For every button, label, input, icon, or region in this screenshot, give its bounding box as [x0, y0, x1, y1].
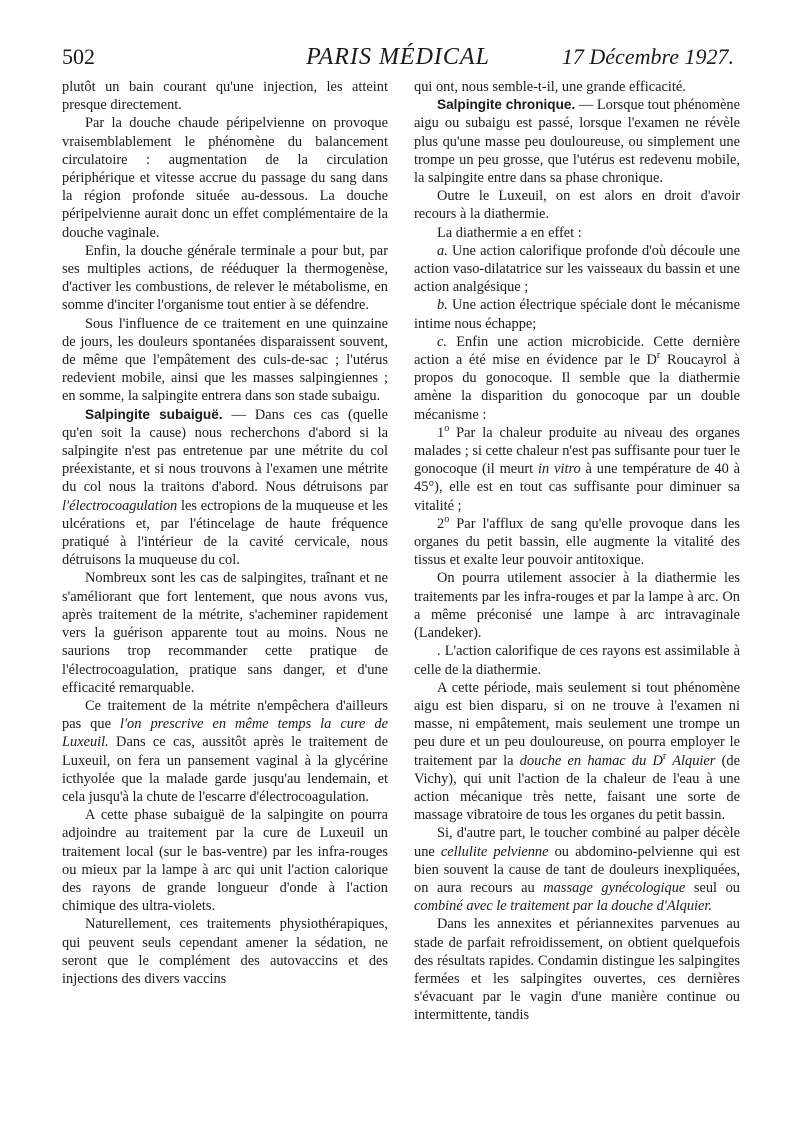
paragraph: Par la douche chaude péripelvienne on provoque vraisemblablement le phénomène du balancement circulatoire : augmentation de la circulation périphérique et vitesse accrue du passage du sang dans la région profonde située au-dessous. La douche péripelvienne aurait donc un effet complémentaire de la douche vaginale. [62, 115, 388, 241]
paragraph: Dans les annexites et périannexites parvenues au stade de parfait refroidissement, on obtient quelquefois des résultats rapides. Condamin distingue les salpingites fermées et les salpingites ouvertes, ces dernières s'évacuant par le vagin d'une manière continue ou intermittente, tandis [414, 916, 740, 1024]
text-run: Une action calorifique profonde d'où découle une action vaso-dilatatrice sur les vaisseaux du bassin et une action analgésique ; [414, 242, 740, 296]
numbered-item [414, 424, 740, 515]
list-item [414, 296, 740, 332]
issue-date: 17 Décembre 1927. [561, 44, 734, 69]
list-item [414, 333, 740, 424]
paragraph: On pourra utilement associer à la diathermie les traitements par les infra-rouges et par la lampe à arc. On a même préconisé une lampe à arc intravaginale (Landeker). [414, 570, 740, 642]
text-run: à une température de 40 à 45°), elle est en tout cas suffisante pour diminuer sa vitalité ; [414, 461, 741, 514]
text-run: — Lorsque tout phénomène aigu ou subaigu est passé, lorsque l'examen ne révèle plus qu'une masse peu douloureuse, ou simplement une trompe un peu grosse, que l'utérus est redevenu mobile, la salpingite entre dans sa phase chronique. [414, 97, 741, 187]
text-run: Si, d'autre part, le toucher combiné au palper décèle une [414, 825, 740, 860]
list-label: a. [437, 242, 448, 259]
paragraph: Outre le Luxeuil, on est alors en droit d'avoir recours à la diathermie. [414, 188, 740, 223]
section-heading-subaigue: Salpingite subaiguë. [85, 406, 223, 422]
running-header [62, 44, 734, 78]
paragraph [414, 824, 740, 915]
italic-run: massage gynécologique [543, 879, 686, 896]
text-run: Par l'afflux de sang qu'elle provoque dans les organes du petit bassin, elle augmente la vitalité des tissus et exalte leur pouvoir antitoxique. [414, 515, 740, 569]
italic-run: combiné avec le traitement par la douche d'Alquier. [414, 898, 713, 915]
paragraph-salpingite-chronique [414, 96, 740, 187]
text-run: ou abdomino-pelvienne qui est bien souvent la cause de tant de douleurs inexpliquées, on aura recours au [414, 843, 740, 896]
page-number: 502 [62, 44, 95, 69]
paragraph-salpingite-subaigue [62, 406, 388, 570]
text-run: Enfin une action microbicide. Cette dernière action a été mise en évidence par le D [414, 333, 740, 369]
paragraph: La diathermie a en effet : [437, 224, 582, 241]
list-item [414, 242, 740, 297]
text-run: Roucayrol à propos du gonocoque. Il semble que la diathermie amène la disparition du gonocoque par un double mécanisme : [414, 352, 740, 423]
text-run: (de Vichy), qui unit l'action de la chaleur de l'eau à une action mécanique très nette, faisant une sorte de massage vibratoire de tous les organes du petit bassin. [414, 752, 740, 824]
text-run: seul ou [685, 879, 740, 896]
paragraph [62, 697, 388, 806]
paragraph: . L'action calorifique de ces rayons est assimilable à celle de la diathermie. [414, 643, 740, 678]
superscript: r [662, 750, 667, 762]
list-label: c. [437, 333, 447, 350]
text-run: — Dans ces cas (quelle qu'en soit la cause) nous recherchons d'abord si la salpingite n'est pas entretenue par une métrite du col préexistante, et si nous trouvons à l'examen une métrite du col nous la traitons d'abord. Nous détruisons par [62, 406, 388, 496]
numbered-item [414, 515, 740, 570]
paragraph: qui ont, nous semble-t-il, une grande efficacité. [414, 79, 686, 95]
right-column [414, 78, 740, 1025]
text-run: les ectropions de la muqueuse et les ulcérations et, par l'étincelage de haute fréquence pratiqué à l'intérieur de la cavité cervicale, nous détruisons la muqueuse du col. [62, 497, 388, 569]
text-run: Dans ce cas, aussitôt après le traitement de Luxeuil, on fera un pansement vaginal à la glycérine icthyolée que la malade garde jusqu'au lendemain, et cela jusqu'à la chute de l'escarre d'électrocoagulation. [62, 734, 388, 805]
text-run: A cette période, mais seulement si tout phénomène aigu est bien disparu, si on ne trouve à l'examen ni masse, ni empâtement, mais seulement une trompe un peu dure et un peu douloureuse, on pourra employer le traitement par la [414, 679, 740, 769]
italic-run: in vitro [538, 461, 581, 478]
text-run: Une action électrique spéciale dont le mécanisme intime nous échappe; [414, 297, 740, 332]
item-number: 1 [437, 424, 445, 441]
italic-run: l'on prescrive en même temps la cure de Luxeuil. [62, 716, 388, 751]
paragraph [414, 679, 740, 825]
paragraph: plutôt un bain courant qu'une injection, les atteint presque directement. [62, 79, 388, 114]
paragraph: A cette phase subaiguë de la salpingite on pourra adjoindre au traitement par la cure de Luxeuil un traitement local (sur le bas-ventre) par les infra-rouges ou mieux par la lampe à arc qui unit l'action calorique des rayons de grande longueur d'onde à l'action chimique des ultra-violets. [62, 807, 388, 915]
journal-title: PARIS MÉDICAL [306, 44, 490, 70]
text-run: Ce traitement de la métrite n'empêchera d'ailleurs pas que [62, 697, 388, 733]
superscript: r [656, 350, 661, 362]
italic-run: l'électrocoagulation [62, 497, 178, 514]
paragraph: Nombreux sont les cas de salpingites, traînant et ne s'améliorant que fort lentement, que nous avons vus, après traitement de la métrite, s'acheminer rapidement vers la guérison apparente tout au moins. Nous ne saurions trop recommander cette pratique de l'électrocoagulation, pratique sans danger, et d'une efficacité remarquable. [62, 570, 388, 696]
left-column [62, 78, 388, 988]
paragraph: Enfin, la douche générale terminale a pour but, par ses multiples actions, de rééduquer la thermogenèse, d'activer les combustions, de relever le métabolisme, en somme d'inciter l'organisme tout entier à se défendre. [62, 242, 388, 314]
paragraph: Sous l'influence de ce traitement en une quinzaine de jours, les douleurs spontanées disparaissent souvent, de même que l'empâtement des culs-de-sac ; l'utérus redevient mobile, ainsi que les masses salpingiennes ; en somme, la salpingite entrera dans son stade subaigu. [62, 315, 388, 405]
italic-run: cellulite pelvienne [440, 843, 549, 860]
superscript: o [444, 514, 450, 526]
item-number: 2 [437, 515, 445, 532]
section-heading-chronique: Salpingite chronique. [437, 97, 576, 113]
text-run: Par la chaleur produite au niveau des organes malades ; si cette chaleur n'est pas suffisante pour tuer le gonocoque (il meurt [414, 424, 741, 478]
italic-run: douche en hamac du D [519, 752, 663, 769]
list-label: b. [437, 297, 448, 314]
superscript: o [444, 423, 450, 435]
paragraph: Naturellement, ces traitements physiothérapiques, qui peuvent seuls cependant amener la sédation, ne seront que le complément des autovaccins et des injections des divers vaccins [62, 916, 388, 987]
italic-run: Alquier [666, 752, 716, 769]
